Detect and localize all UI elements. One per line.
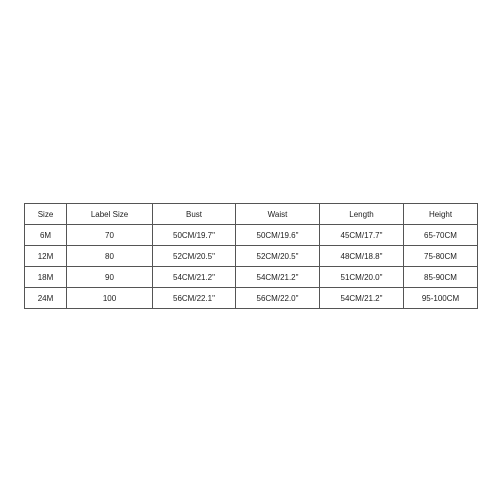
cell-height: 85-90CM (404, 267, 478, 288)
cell-bust: 52CM/20.5" (153, 246, 236, 267)
cell-bust: 50CM/19.7" (153, 225, 236, 246)
cell-height: 75-80CM (404, 246, 478, 267)
header-size: Size (25, 204, 67, 225)
header-waist: Waist (236, 204, 320, 225)
cell-label-size: 90 (67, 267, 153, 288)
cell-waist: 50CM/19.6" (236, 225, 320, 246)
cell-label-size: 100 (67, 288, 153, 309)
table-row (25, 246, 478, 267)
cell-bust: 56CM/22.1" (153, 288, 236, 309)
cell-height: 65-70CM (404, 225, 478, 246)
cell-height: 95-100CM (404, 288, 478, 309)
cell-size: 24M (25, 288, 67, 309)
cell-size: 18M (25, 267, 67, 288)
header-label-size: Label Size (67, 204, 153, 225)
cell-waist: 54CM/21.2" (236, 267, 320, 288)
cell-waist: 56CM/22.0" (236, 288, 320, 309)
size-chart-table (24, 203, 478, 309)
cell-length: 54CM/21.2" (320, 288, 404, 309)
cell-length: 48CM/18.8" (320, 246, 404, 267)
cell-label-size: 80 (67, 246, 153, 267)
header-bust: Bust (153, 204, 236, 225)
cell-size: 6M (25, 225, 67, 246)
cell-bust: 54CM/21.2" (153, 267, 236, 288)
cell-label-size: 70 (67, 225, 153, 246)
cell-size: 12M (25, 246, 67, 267)
header-row (25, 204, 478, 225)
cell-waist: 52CM/20.5" (236, 246, 320, 267)
table-row (25, 267, 478, 288)
header-height: Height (404, 204, 478, 225)
cell-length: 45CM/17.7" (320, 225, 404, 246)
cell-length: 51CM/20.0" (320, 267, 404, 288)
header-length: Length (320, 204, 404, 225)
table-row (25, 225, 478, 246)
table-row (25, 288, 478, 309)
